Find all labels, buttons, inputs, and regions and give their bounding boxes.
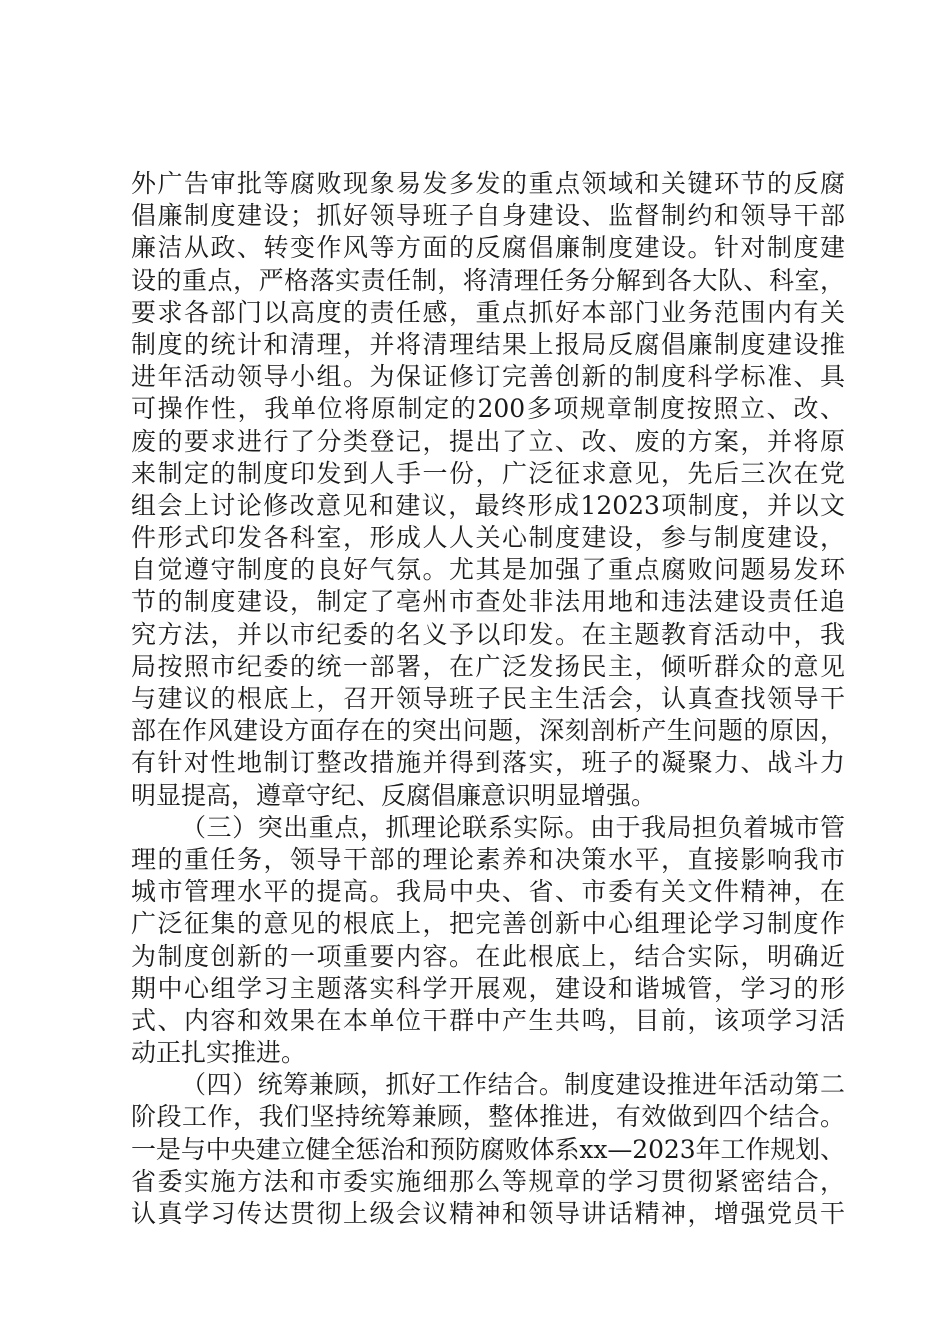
text-line: 有针对性地制订整改措施并得到落实，班子的凝聚力、战斗力 xyxy=(131,748,845,778)
text-line: 认真学习传达贯彻上级会议精神和领导讲话精神，增强党员干 xyxy=(131,1199,845,1228)
text-line: 期中心组学习主题落实科学开展观，建设和谐城管，学习的形 xyxy=(131,973,845,1003)
text-line: 废的要求进行了分类登记，提出了立、改、废的方案，并将原 xyxy=(131,426,845,456)
text-line: 与建议的根底上，召开领导班子民主生活会，认真查找领导干 xyxy=(131,684,845,713)
text-line: 阶段工作，我们坚持统筹兼顾，整体推进，有效做到四个结合。 xyxy=(131,1102,845,1132)
text-line: 理的重任务，领导干部的理论素养和决策水平，直接影响我市 xyxy=(131,844,845,874)
document-body xyxy=(131,168,845,1230)
text-line: 外广告审批等腐败现象易发多发的重点领域和关键环节的反腐 xyxy=(131,169,845,198)
text-line: 设的重点，严格落实责任制，将清理任务分解到各大队、科室， xyxy=(131,265,845,295)
text-line: 组会上讨论修改意见和建议，最终形成12023项制度，并以文 xyxy=(131,490,845,520)
text-line: 部在作风建设方面存在的突出问题，深刻剖析产生问题的原因， xyxy=(131,716,845,746)
text-line: 进年活动领导小组。为保证修订完善创新的制度科学标准、具 xyxy=(131,362,845,392)
text-line: 要求各部门以高度的责任感，重点抓好本部门业务范围内有关 xyxy=(131,297,845,327)
text-line: （三）突出重点，抓理论联系实际。由于我局担负着城市管 xyxy=(181,812,845,842)
text-line: 自觉遵守制度的良好气氛。尤其是加强了重点腐败问题易发环 xyxy=(131,555,845,585)
text-line: 究方法，并以市纪委的名义予以印发。在主题教育活动中，我 xyxy=(131,619,845,649)
text-line: 式、内容和效果在本单位干群中产生共鸣，目前，该项学习活 xyxy=(131,1005,845,1035)
text-line: 来制定的制度印发到人手一份，广泛征求意见，先后三次在党 xyxy=(131,458,845,488)
text-line: 局按照市纪委的统一部署，在广泛发扬民主，倾听群众的意见 xyxy=(131,651,845,681)
text-line: 省委实施方法和市委实施细那么等规章的学习贯彻紧密结合， xyxy=(131,1166,845,1196)
text-line: 可操作性，我单位将原制定的200多项规章制度按照立、改、 xyxy=(131,394,845,424)
text-line: 为制度创新的一项重要内容。在此根底上，结合实际，明确近 xyxy=(131,941,845,971)
text-line: 一是与中央建立健全惩治和预防腐败体系xx—2023年工作规划、 xyxy=(131,1134,845,1164)
text-line: 明显提高，遵章守纪、反腐倡廉意识明显增强。 xyxy=(131,780,657,810)
text-line: （四）统筹兼顾，抓好工作结合。制度建设推进年活动第二 xyxy=(181,1070,845,1100)
text-line: 倡廉制度建设；抓好领导班子自身建设、监督制约和领导干部 xyxy=(131,201,845,231)
text-line: 制度的统计和清理，并将清理结果上报局反腐倡廉制度建设推 xyxy=(131,329,845,359)
text-line: 廉洁从政、转变作风等方面的反腐倡廉制度建设。针对制度建 xyxy=(131,233,845,263)
text-line: 件形式印发各科室，形成人人关心制度建设，参与制度建设， xyxy=(131,523,845,553)
text-line: 城市管理水平的提高。我局中央、省、市委有关文件精神，在 xyxy=(131,877,845,907)
text-line: 节的制度建设，制定了亳州市查处非法用地和违法建设责任追 xyxy=(131,587,845,617)
text-line: 动正扎实推进。 xyxy=(131,1038,307,1068)
text-line: 广泛征集的意见的根底上，把完善创新中心组理论学习制度作 xyxy=(131,909,845,939)
